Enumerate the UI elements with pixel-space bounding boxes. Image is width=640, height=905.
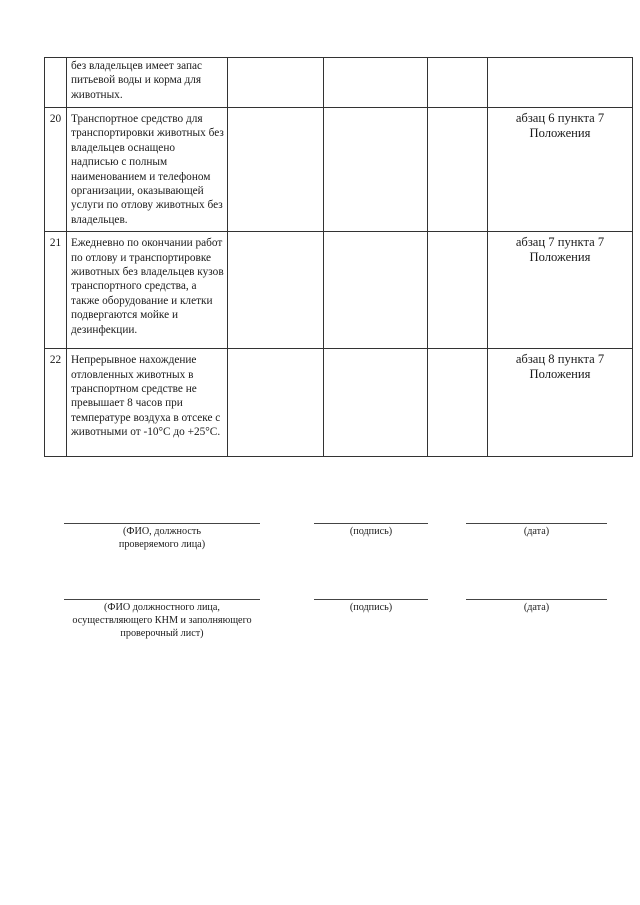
signature-line [466,599,607,600]
answer-cell-na [428,232,488,349]
signature-fio-inspected [64,523,260,552]
table-row [45,232,633,349]
signature-caption: (ФИО, должность проверяемого лица) [118,526,206,550]
signature-line [314,523,428,524]
answer-cell-yes [228,349,324,457]
signature-caption: (подпись) [349,602,393,613]
checklist-table [44,57,633,457]
requirement-text: Непрерывное нахождение отловленных животных в транспортном средстве не превышает 8 часов при температуре воздуха в отсеке с животными от -10°С до +25°С. [67,349,228,457]
signature-line [314,599,428,600]
signature-fio-official [64,599,260,640]
answer-cell-yes [228,232,324,349]
answer-cell-na [428,108,488,232]
row-number [45,58,67,108]
answer-cell-na [428,349,488,457]
answer-cell-na [428,58,488,108]
signature-line [466,523,607,524]
table-row [45,108,633,232]
row-number: 22 [45,349,67,457]
reference-text [488,58,633,108]
answer-cell-no [324,108,428,232]
reference-text: абзац 7 пункта 7 Положения [488,232,633,349]
row-number: 21 [45,232,67,349]
requirement-text: Транспортное средство для транспортировки животных без владельцев оснащено надписью с полным наименованием и телефоном организации, оказывающей услуги по отлову животных без владельцев. [67,108,228,232]
signature-caption: (ФИО должностного лица, осуществляющего КНМ и заполняющего проверочный лист) [72,602,252,639]
signature-date-official [466,599,607,615]
answer-cell-no [324,349,428,457]
table-row [45,58,633,108]
row-number: 20 [45,108,67,232]
answer-cell-yes [228,58,324,108]
signature-caption: (дата) [523,602,550,613]
signature-sign-inspected [314,523,428,539]
signature-sign-official [314,599,428,615]
reference-text: абзац 6 пункта 7 Положения [488,108,633,232]
requirement-text: без владельцев имеет запас питьевой воды и корма для животных. [67,58,228,108]
table-row [45,349,633,457]
answer-cell-yes [228,108,324,232]
signature-line [64,599,260,600]
signature-caption: (подпись) [349,526,393,537]
requirement-text: Ежедневно по окончании работ по отлову и транспортировке животных без владельцев кузов транспортного средства, а также оборудование и клетки подвергаются мойке и дезинфекции. [67,232,228,349]
answer-cell-no [324,58,428,108]
signature-caption: (дата) [523,526,550,537]
answer-cell-no [324,232,428,349]
signature-date-inspected [466,523,607,539]
signature-line [64,523,260,524]
reference-text: абзац 8 пункта 7 Положения [488,349,633,457]
